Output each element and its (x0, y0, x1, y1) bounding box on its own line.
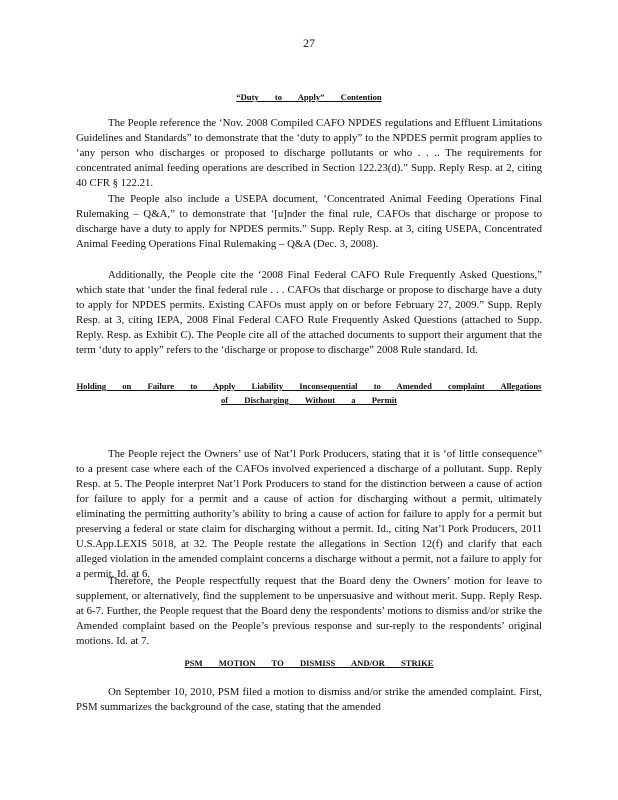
page-number: 27 (303, 36, 315, 50)
paragraph: The People also include a USEPA document, ‘Concentrated Animal Feeding Operations Final Rulemaking – Q&A,” to demonstrate that ‘[u]nder the final rule, CAFOs that discharge or propose to discharge have a duty to apply for NPDES permits.” Supp. Reply Resp. at 3, citing USEPA, Concentrated Animal Feeding Operations Final Rulemaking – Q&A (Dec. 3, 2008). (76, 193, 542, 250)
section-heading-holding-on-failure: Holding on Failure to Apply Liability Inconsequential to Amended complaint Allegations (76, 381, 542, 391)
paragraph: Additionally, the People cite the ‘2008 Final Federal CAFO Rule Frequently Asked Questions,” which state that ‘under the final federal rule . . . CAFOs that discharge or propose to discharge have a duty to apply for NPDES permits. Existing CAFOs must apply on or before February 27, 2009.” Supp. Reply Resp. at 3, citing IEPA, 2008 Final Federal CAFO Rule Frequently Asked Questions (attached to Supp. Reply. Resp. as Exhibit C). The People cite all of the attached documents to support their argument that the term ‘duty to apply” refers to the ‘discharge or propose to discharge” 2008 Rule standard. Id. (76, 269, 542, 356)
paragraph: The People reference the ‘Nov. 2008 Compiled CAFO NPDES regulations and Effluent Limitations Guidelines and Standards” to demonstrate that the ‘duty to apply” to the NPDES permit program applies to ‘any person who discharges or proposed to discharge pollutants or who . . .. The requirements for concentrated animal feeding operations are described in Section 122.23(d).” Supp. Reply Resp. at 2, citing 40 CFR § 122.21. (76, 117, 542, 189)
paragraph: Therefore, the People respectfully request that the Board deny the Owners’ motion for leave to supplement, or alternatively, find the supplement to be unpersuasive and without merit. Supp. Reply Resp. at 6-7. Further, the People request that the Board deny the respondents’ motions to dismiss and/or strike the Amended complaint based on the People’s previous response and sur-reply to the respondents’ original motions. Id. at 7. (76, 575, 542, 647)
section-heading-holding-on-failure-line-2: of Discharging Without a Permit (221, 395, 397, 405)
section-heading-duty-to-apply: “Duty to Apply” Contention (236, 92, 382, 102)
paragraph: The People reject the Owners’ use of Nat’l Pork Producers, stating that it is ‘of little consequence” to a present case where each of the CAFOs involved experienced a discharge of a pollutant. Supp. Reply Resp. at 5. The People interpret Nat’l Pork Producers to stand for the distinction between a cause of action for failure to apply for a permit and a cause of action for discharging without a permit, ultimately eliminating the permitting authority’s ability to bring a cause of action for failure to apply for a permit but preserving a federal or state claim for discharging without a permit. Id., citing Nat’l Pork Producers, 2011 U.S.App.LEXIS 5018, at 32. The People restate the allegations in Section 12(f) and clarify that each alleged violation in the amended complaint concerns a discharge without a permit, not a failure to apply for a permit. Id. at 6. (76, 448, 542, 580)
section-heading-psm-motion: PSM MOTION TO DISMISS AND/OR STRIKE (184, 658, 434, 668)
paragraph: On September 10, 2010, PSM filed a motion to dismiss and/or strike the amended complaint. First, PSM summarizes the background of the case, stating that the amended (76, 686, 542, 713)
